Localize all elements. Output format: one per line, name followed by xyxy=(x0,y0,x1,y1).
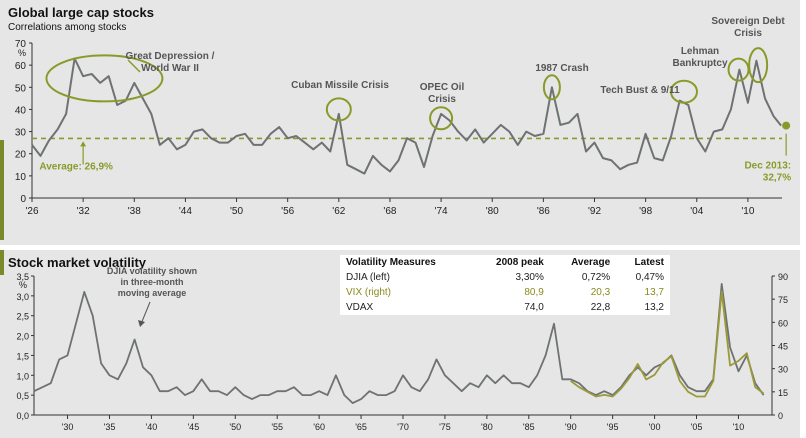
x-tick-label: '85 xyxy=(522,422,535,432)
table-header: Average xyxy=(571,257,611,268)
table-header: Latest xyxy=(634,257,664,268)
annotation-ellipse xyxy=(430,107,452,129)
x-tick-label: '26 xyxy=(25,206,39,217)
y2-tick-label: 30 xyxy=(778,364,789,375)
x-tick-label: '74 xyxy=(434,206,448,217)
y-tick-label: 70 xyxy=(14,39,26,50)
table-cell: 0,47% xyxy=(635,272,664,283)
x-tick-label: '65 xyxy=(355,422,367,432)
table-row xyxy=(340,270,670,285)
x-tick-label: '86 xyxy=(536,206,550,217)
x-tick-label: '92 xyxy=(587,206,602,217)
y-tick-label: 1,0 xyxy=(16,371,29,382)
x-tick-label: '10 xyxy=(732,422,745,432)
y-tick-label: 3,5 xyxy=(16,272,29,282)
djia-annotation: in three-month xyxy=(120,277,184,287)
y-tick-label: 0 xyxy=(20,194,26,205)
x-tick-label: '75 xyxy=(439,422,451,432)
table-header: Volatility Measures xyxy=(346,257,436,268)
annotation-label: World War II xyxy=(141,63,199,74)
x-tick-label: '62 xyxy=(332,206,346,217)
y-tick-label: 40 xyxy=(14,105,26,117)
x-tick-label: '95 xyxy=(606,422,619,432)
annotation-label: Great Depression / xyxy=(125,51,215,62)
table-cell: 13,2 xyxy=(644,302,664,313)
annotation-label: 1987 Crash xyxy=(535,63,589,74)
table-cell: 80,9 xyxy=(524,287,544,298)
djia-annotation: moving average xyxy=(117,288,187,298)
y-tick-label: 0,5 xyxy=(16,391,29,402)
y-tick-label: 50 xyxy=(14,83,26,95)
latest-dot xyxy=(782,122,790,130)
top-chart-subtitle: Correlations among stocks xyxy=(8,22,127,33)
x-tick-label: '45 xyxy=(187,422,200,432)
latest-label-line1: Dec 2013: xyxy=(744,160,792,172)
table-cell: 22,8 xyxy=(590,302,611,313)
annotation-label: Crisis xyxy=(428,94,456,105)
annotation-label: Crisis xyxy=(734,28,762,39)
x-tick-label: '04 xyxy=(690,206,704,217)
x-tick-label: '44 xyxy=(178,206,192,217)
y-tick-label: 60 xyxy=(14,61,26,73)
table-cell: 74,0 xyxy=(524,302,544,313)
djia-annotation-arrowhead xyxy=(138,320,145,327)
y2-tick-label: 45 xyxy=(778,341,789,352)
y-tick-label: 10 xyxy=(14,171,26,183)
x-tick-label: '80 xyxy=(480,422,493,432)
table-cell: DJIA (left) xyxy=(346,272,390,283)
x-tick-label: '10 xyxy=(741,206,755,217)
table-cell: VIX (right) xyxy=(346,287,392,298)
average-arrowhead xyxy=(80,141,86,146)
table-cell: 13,7 xyxy=(644,287,664,298)
x-tick-label: '55 xyxy=(271,422,284,432)
table-cell: 3,30% xyxy=(515,272,544,283)
y-tick-label: 3,0 xyxy=(16,291,29,302)
x-tick-label: '35 xyxy=(103,422,116,432)
table-row xyxy=(340,285,670,300)
annotation-label: OPEC Oil xyxy=(419,82,465,93)
x-tick-label: '38 xyxy=(127,206,141,217)
y2-tick-label: 15 xyxy=(778,387,789,398)
y2-tick-label: 90 xyxy=(778,272,789,282)
x-tick-label: '68 xyxy=(383,206,397,217)
correlation-series-line xyxy=(32,59,781,174)
bottom-chart-title: Stock market volatility xyxy=(8,255,146,270)
y-tick-label: 1,5 xyxy=(16,351,29,362)
x-tick-label: '70 xyxy=(397,422,409,432)
y-unit-label: % xyxy=(17,48,26,58)
y-tick-label: 30 xyxy=(14,127,26,139)
x-tick-label: '80 xyxy=(485,206,499,217)
annotation-label: Lehman xyxy=(680,46,720,57)
annotation-label: Sovereign Debt xyxy=(711,16,785,27)
annotation-label: Cuban Missile Crisis xyxy=(291,80,389,91)
volatility-table xyxy=(340,255,670,315)
y2-tick-label: 60 xyxy=(778,318,789,329)
y-tick-label: 20 xyxy=(14,149,26,161)
x-tick-label: '50 xyxy=(230,206,244,217)
x-tick-label: '30 xyxy=(61,422,74,432)
table-row xyxy=(340,300,670,315)
y2-tick-label: 75 xyxy=(778,295,789,306)
table-cell: 0,72% xyxy=(581,272,611,283)
x-tick-label: '98 xyxy=(639,206,653,217)
annotation-label: Tech Bust & 9/11 xyxy=(600,85,680,96)
x-tick-label: '56 xyxy=(281,206,295,217)
x-tick-label: '60 xyxy=(313,422,326,432)
x-tick-label: '05 xyxy=(690,422,703,432)
x-tick-label: '32 xyxy=(76,206,90,217)
table-header: 2008 peak xyxy=(496,257,544,268)
y-unit-label: % xyxy=(18,280,27,290)
y-tick-label: 2,5 xyxy=(16,311,29,322)
table-cell: VDAX xyxy=(346,302,374,313)
x-tick-label: '50 xyxy=(229,422,242,432)
y-tick-label: 0,0 xyxy=(16,411,29,421)
djia-annotation-arrow xyxy=(141,302,150,324)
table-cell: 20,3 xyxy=(590,287,611,298)
x-tick-label: '40 xyxy=(145,422,158,432)
x-tick-label: '90 xyxy=(564,422,577,432)
y-tick-label: 2,0 xyxy=(16,331,29,342)
top-chart-title: Global large cap stocks xyxy=(8,5,154,20)
table-header-row xyxy=(340,255,670,270)
average-label: Average: 26,9% xyxy=(39,161,113,173)
djia-annotation: DJIA volatility shown xyxy=(106,266,198,276)
y2-tick-label: 0 xyxy=(778,411,784,421)
x-tick-label: '00 xyxy=(648,422,661,432)
latest-label-line2: 32,7% xyxy=(762,172,792,184)
annotation-label: Bankruptcy xyxy=(672,58,728,69)
